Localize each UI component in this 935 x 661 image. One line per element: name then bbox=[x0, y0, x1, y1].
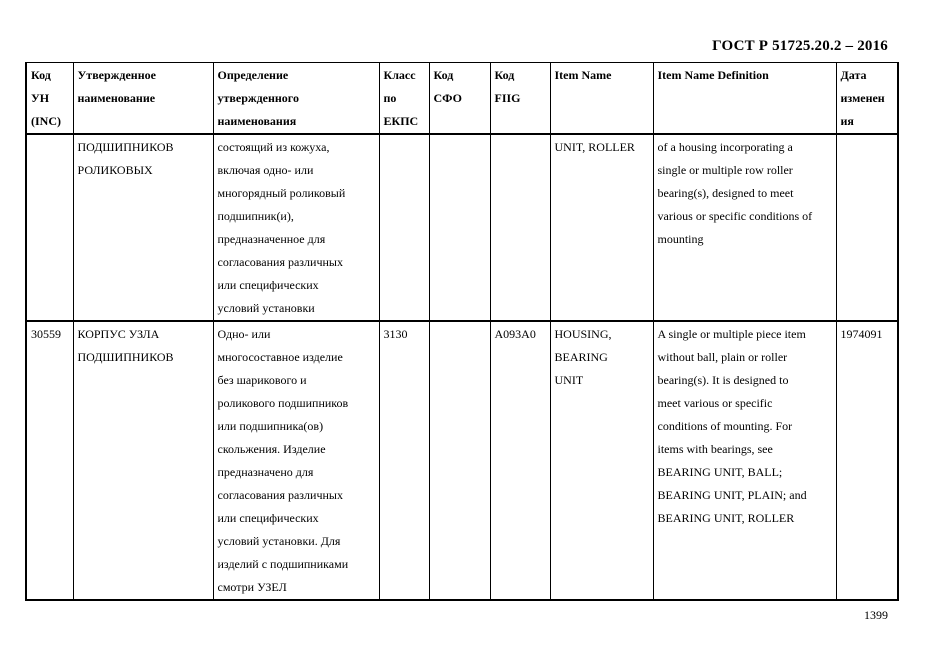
cell-definition: Одно- или многосоставное изделие без шарикового и роликового подшипников или подшипника(ов) скольжения. Изделие предназначено для согласования различных или специфических условий установки. Для изделий с подшипниками смотри УЗЕЛ bbox=[213, 321, 379, 600]
cell-approved-name: КОРПУС УЗЛА ПОДШИПНИКОВ bbox=[73, 321, 213, 600]
page-number: 1399 bbox=[864, 608, 888, 622]
cell-fiig-code: A093A0 bbox=[490, 321, 550, 600]
cell-ekps-class: 3130 bbox=[379, 321, 429, 600]
header-definition: Определение утвержденного наименования bbox=[213, 63, 379, 135]
cell-fiig-code bbox=[490, 134, 550, 321]
header-item-name: Item Name bbox=[550, 63, 653, 135]
cell-ekps-class bbox=[379, 134, 429, 321]
cell-item-definition: A single or multiple piece item without ball, plain or roller bearing(s). It is designed to meet various or specific conditions of mounting. For items with bearings, see BEARING UNIT, BALL; BEARING UNIT, PLAIN; and BEARING UNIT, ROLLER bbox=[653, 321, 836, 600]
cell-definition: состоящий из кожуха, включая одно- или многорядный роликовый подшипник(и), предназначенное для согласования различных или специфических условий установки bbox=[213, 134, 379, 321]
cell-item-definition: of a housing incorporating a single or multiple row roller bearing(s), designed to meet various or specific conditions of mounting bbox=[653, 134, 836, 321]
table-row bbox=[26, 321, 898, 600]
header-sfo-code: Код СФО bbox=[429, 63, 490, 135]
header-approved-name: Утвержденное наименование bbox=[73, 63, 213, 135]
table-header-row bbox=[26, 63, 898, 135]
cell-inc: 30559 bbox=[26, 321, 73, 600]
cell-approved-name: ПОДШИПНИКОВ РОЛИКОВЫХ bbox=[73, 134, 213, 321]
header-change-date: Дата изменен ия bbox=[836, 63, 898, 135]
header-inc: Код УН (INC) bbox=[26, 63, 73, 135]
specification-table bbox=[25, 62, 899, 601]
cell-sfo-code bbox=[429, 321, 490, 600]
cell-change-date: 1974091 bbox=[836, 321, 898, 600]
cell-inc bbox=[26, 134, 73, 321]
document-title: ГОСТ Р 51725.20.2 – 2016 bbox=[712, 38, 888, 54]
header-ekps-class: Класс по ЕКПС bbox=[379, 63, 429, 135]
cell-item-name: HOUSING, BEARING UNIT bbox=[550, 321, 653, 600]
cell-item-name: UNIT, ROLLER bbox=[550, 134, 653, 321]
header-fiig-code: Код FIIG bbox=[490, 63, 550, 135]
header-item-definition: Item Name Definition bbox=[653, 63, 836, 135]
cell-sfo-code bbox=[429, 134, 490, 321]
table-row bbox=[26, 134, 898, 321]
cell-change-date bbox=[836, 134, 898, 321]
